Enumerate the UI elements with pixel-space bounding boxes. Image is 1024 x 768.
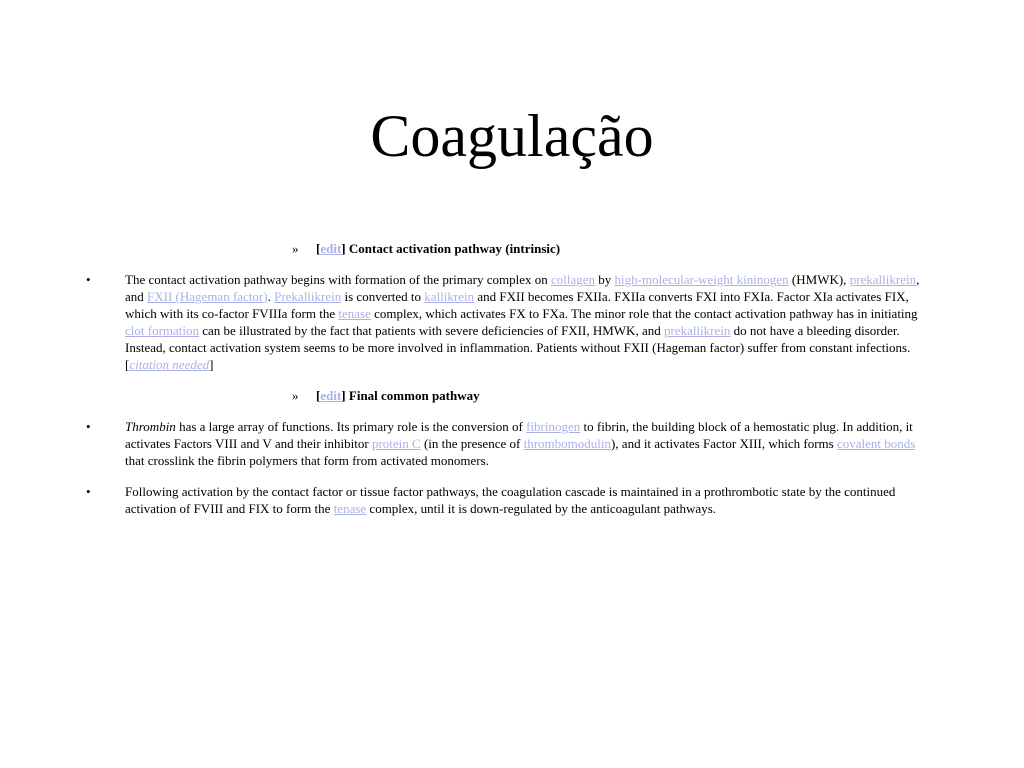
- text-run: .: [267, 289, 275, 304]
- edit-link[interactable]: edit: [320, 241, 342, 256]
- text-run: and FXII becomes FXIIa. FXIIa converts FXI into FXIa. Factor XIa activates FIX, which with its co-factor FVIIIa form the: [125, 289, 909, 321]
- link-clot-formation[interactable]: clot formation: [125, 323, 200, 338]
- text-run: can be illustrated by the fact that patients with severe deficiencies of FXII, HMWK, and: [199, 323, 664, 338]
- text-run: The contact activation pathway begins with formation of the primary complex on: [125, 272, 551, 287]
- section-heading-contact-activation: [292, 240, 1024, 257]
- text-run: that crosslink the fibrin polymers that form from activated monomers.: [125, 453, 489, 468]
- link-kallikrein[interactable]: kallikrein: [424, 289, 475, 304]
- section-heading-text: [316, 387, 1024, 404]
- text-run: , and: [125, 272, 920, 304]
- text-run: (HMWK),: [788, 272, 850, 287]
- bracket-close: ]: [341, 388, 346, 403]
- bullet-marker: •: [86, 484, 91, 499]
- bracket-open: [: [316, 241, 321, 256]
- section-heading-label: Final common pathway: [345, 388, 480, 403]
- text-run: ]: [209, 357, 214, 372]
- paragraph-body: [125, 418, 935, 469]
- link-tenase-2[interactable]: tenase: [333, 501, 367, 516]
- text-run: (in the presence of: [420, 436, 524, 451]
- link-fxii-hageman-factor[interactable]: FXII (Hageman factor): [147, 289, 268, 304]
- bullet-marker: •: [86, 419, 91, 434]
- thrombin-term: Thrombin: [125, 419, 176, 434]
- link-hmwk[interactable]: high-molecular-weight kininogen: [614, 272, 789, 287]
- paragraph-prothrombotic-state: [0, 483, 1024, 517]
- link-tenase[interactable]: tenase: [338, 306, 371, 321]
- text-run: has a large array of functions. Its primary role is the conversion of: [175, 419, 527, 434]
- link-covalent-bonds[interactable]: covalent bonds: [836, 436, 916, 451]
- section-heading-text: [316, 240, 1024, 257]
- text-run: is converted to: [341, 289, 425, 304]
- link-prekallikrein-2[interactable]: Prekallikrein: [274, 289, 342, 304]
- link-prekallikrein[interactable]: prekallikrein: [849, 272, 917, 287]
- slide-content: [0, 240, 1024, 531]
- link-collagen[interactable]: collagen: [551, 272, 596, 287]
- link-thrombomodulin[interactable]: thrombomodulin: [523, 436, 611, 451]
- slide-title: Coagulação: [370, 103, 654, 169]
- link-citation-needed[interactable]: citation needed: [129, 357, 210, 372]
- text-run: complex, until it is down-regulated by the anticoagulant pathways.: [366, 501, 717, 516]
- text-run: ), and it activates Factor XIII, which forms: [610, 436, 837, 451]
- link-fibrinogen[interactable]: fibrinogen: [526, 419, 581, 434]
- text-run: Following activation by the contact factor or tissue factor pathways, the coagulation cascade is maintained in a prothrombotic state by the continued activation of FVIII and FIX to form the: [125, 484, 896, 516]
- section-heading-final-common: [292, 387, 1024, 404]
- link-prekallikrein-3[interactable]: prekallikrein: [663, 323, 731, 338]
- bullet-marker: •: [86, 272, 91, 287]
- paragraph-thrombin: [0, 418, 1024, 469]
- sub-bullet-marker: »: [292, 241, 299, 256]
- text-run: by: [595, 272, 615, 287]
- edit-link[interactable]: edit: [320, 388, 342, 403]
- section-heading-label: Contact activation pathway (intrinsic): [345, 241, 561, 256]
- sub-bullet-marker: »: [292, 388, 299, 403]
- bracket-close: ]: [341, 241, 346, 256]
- link-protein-c[interactable]: protein C: [371, 436, 421, 451]
- text-run: do not have a bleeding disorder. Instead, contact activation system seems to be more involved in inflammation. Patients without FXII (Hageman factor) suffer from constant infections.[: [125, 323, 911, 372]
- paragraph-body: [125, 271, 935, 373]
- text-run: complex, which activates FX to FXa. The minor role that the contact activation pathway has in initiating: [370, 306, 918, 321]
- text-run: to fibrin, the building block of a hemostatic plug. In addition, it activates Factors VIII and V and their inhibitor: [125, 419, 913, 451]
- bracket-open: [: [316, 388, 321, 403]
- paragraph-contact-activation: [0, 271, 1024, 373]
- paragraph-body: [125, 483, 935, 517]
